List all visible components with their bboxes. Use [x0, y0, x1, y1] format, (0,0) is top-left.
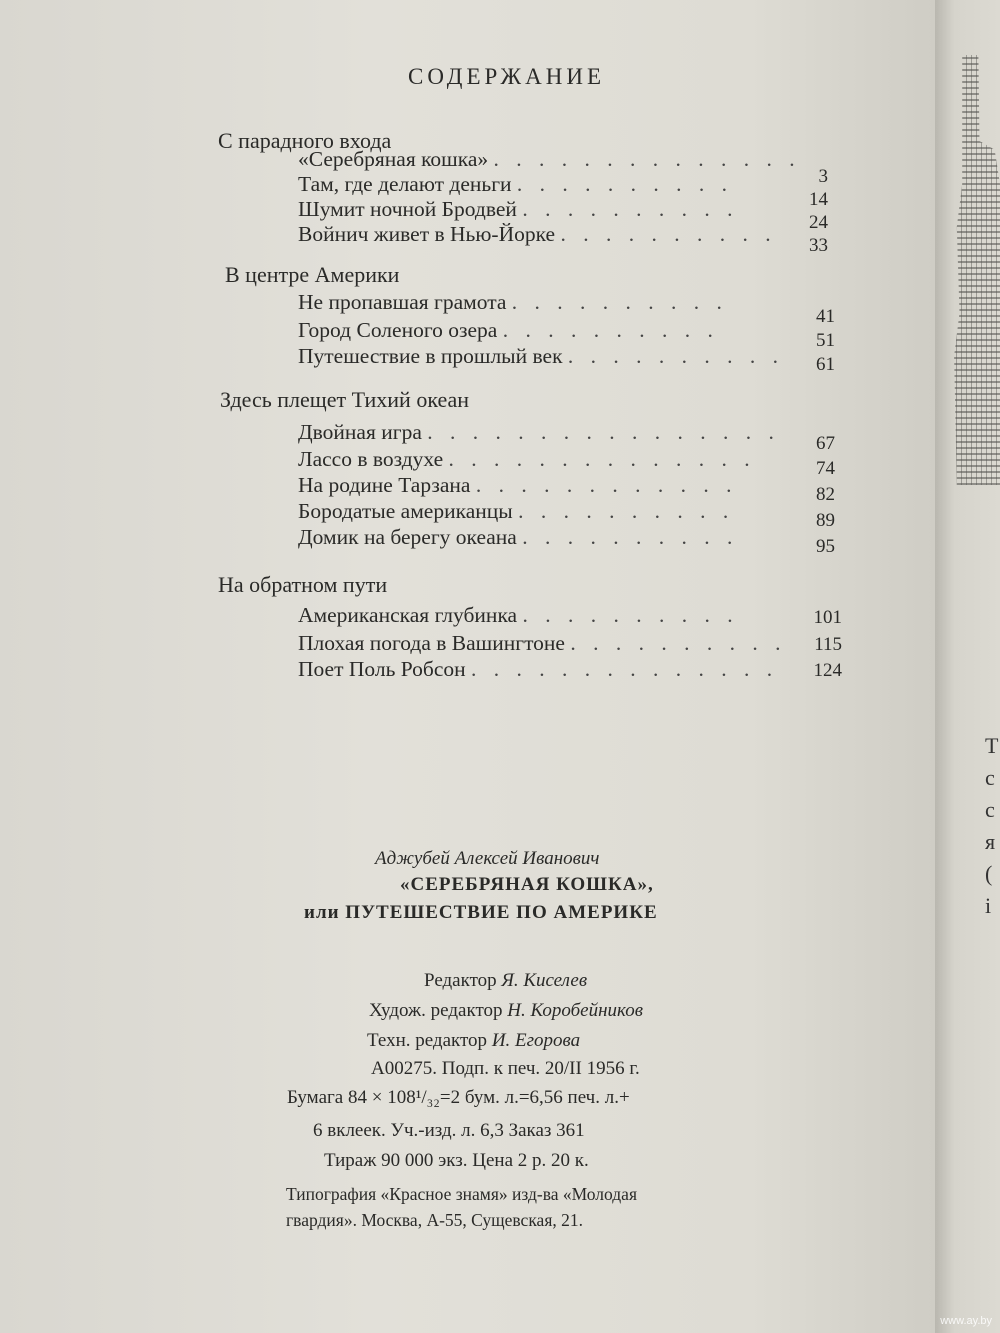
- toc-page-number: 74: [816, 458, 835, 479]
- adjacent-letter: с: [985, 797, 995, 822]
- toc-entry: Бородатые американцы . . . . . . . . . .: [298, 499, 735, 523]
- imprint-subtitle: или ПУТЕШЕСТВИЕ ПО АМЕРИКЕ: [304, 902, 658, 923]
- toc-page-number: 89: [816, 510, 835, 531]
- toc-page-number: 95: [816, 536, 835, 557]
- toc-entry-title: «Серебряная кошка»: [298, 147, 489, 171]
- toc-page-number: 51: [816, 330, 835, 351]
- toc-entry-title: Лассо в воздухе: [298, 447, 444, 471]
- adjacent-letter: Т: [985, 733, 999, 758]
- imprint-editor-label: Редактор: [424, 970, 497, 991]
- imprint-art-editor: [369, 1000, 643, 1022]
- toc-page-number: 101: [813, 607, 842, 628]
- toc-entry: На родине Тарзана . . . . . . . . . . . .: [298, 473, 738, 497]
- toc-page-number: 124: [813, 660, 842, 681]
- toc-entry: Лассо в воздухе . . . . . . . . . . . . . .: [298, 447, 756, 471]
- adjacent-letter: і: [985, 893, 992, 918]
- toc-entry-title: Войнич живет в Нью-Йорке: [298, 222, 556, 246]
- toc-entry: Не пропавшая грамота . . . . . . . . . .: [298, 290, 728, 314]
- imprint-book-title: «СЕРЕБРЯНАЯ КОШКА»,: [400, 874, 654, 895]
- toc-page-number: 115: [814, 634, 842, 655]
- adjacent-letter: я: [985, 829, 996, 854]
- imprint-printer-line-1: Типография «Красное знамя» изд-ва «Молодая: [286, 1184, 637, 1204]
- adjacent-letter: (: [985, 861, 993, 886]
- watermark: www.ay.by: [940, 1315, 992, 1327]
- imprint-tech-editor-name: И. Егорова: [491, 1030, 581, 1051]
- toc-entry: Поет Поль Робсон . . . . . . . . . . . . . .: [298, 657, 779, 681]
- toc-page-number: 14: [809, 189, 828, 210]
- imprint-tech-editor: [367, 1030, 580, 1052]
- toc-page-number: 24: [809, 212, 828, 233]
- toc-section-title: В центре Америки: [225, 262, 400, 287]
- toc-entry: Город Соленого озера . . . . . . . . . .: [298, 318, 719, 342]
- toc-entry: «Серебряная кошка» . . . . . . . . . . . . . .: [298, 147, 801, 171]
- toc-entry-title: Домик на берегу океана: [298, 525, 517, 549]
- toc-entry: Войнич живет в Нью-Йорке . . . . . . . . . .: [298, 222, 777, 246]
- toc-entry: Путешествие в прошлый век . . . . . . . . . .: [298, 344, 785, 368]
- toc-page-number: 33: [809, 235, 828, 256]
- toc-entry-title: Американская глубинка: [298, 603, 518, 627]
- toc-entry-title: Шумит ночной Бродвей: [298, 197, 517, 221]
- imprint-tech-editor-label: Техн. редактор: [367, 1030, 488, 1051]
- toc-entry: Американская глубинка . . . . . . . . . .: [298, 603, 739, 627]
- imprint-art-editor-name: Н. Коробейников: [507, 1000, 643, 1021]
- toc-section-title: На обратном пути: [218, 572, 388, 597]
- toc-page-number: 41: [816, 306, 835, 327]
- toc-entry-title: Бородатые американцы: [298, 499, 513, 523]
- imprint-author: Аджубей Алексей Иванович: [375, 848, 600, 869]
- toc-entry-title: Не пропавшая грамота: [298, 290, 507, 314]
- toc-entry-title: Двойная игра: [298, 420, 422, 444]
- toc-entry-title: На родине Тарзана: [298, 473, 471, 497]
- imprint-printer-line-2: гвардия». Москва, А-55, Сущевская, 21.: [286, 1210, 583, 1230]
- imprint-editor: [424, 970, 587, 992]
- toc-page-number: 61: [816, 354, 835, 375]
- toc-entry-title: Поет Поль Робсон: [298, 657, 466, 681]
- imprint-print-run-line: Тираж 90 000 экз. Цена 2 р. 20 к.: [324, 1150, 589, 1171]
- toc-entry: Двойная игра . . . . . . . . . . . . . . . .: [298, 420, 780, 444]
- imprint-art-editor-label: Худож. редактор: [369, 1000, 503, 1021]
- toc-section-title: С парадного входа: [218, 128, 392, 153]
- imprint-signed-line: А00275. Подп. к печ. 20/II 1956 г.: [371, 1058, 640, 1079]
- imprint-editor-name: Я. Киселев: [501, 970, 588, 991]
- toc-page-number: 82: [816, 484, 835, 505]
- toc-entry-title: Город Соленого озера: [298, 318, 498, 342]
- toc-page-number: 3: [818, 166, 828, 187]
- imprint-inserts-line: 6 вклеек. Уч.-изд. л. 6,3 Заказ 361: [313, 1120, 585, 1141]
- toc-entry: Шумит ночной Бродвей . . . . . . . . . .: [298, 197, 739, 221]
- toc-entry: Плохая погода в Вашингтоне . . . . . . . . . .: [298, 631, 787, 655]
- imprint-paper-line: Бумага 84 × 108¹/₃₂=2 бум. л.=6,56 печ. л.+: [287, 1087, 630, 1108]
- toc-page-number: 67: [816, 433, 835, 454]
- adjacent-letter: с: [985, 765, 995, 790]
- adjacent-page-text: [985, 730, 998, 922]
- toc-entry-title: Путешествие в прошлый век: [298, 344, 563, 368]
- toc-entry: Домик на берегу океана . . . . . . . . . .: [298, 525, 739, 549]
- toc-entry-title: Там, где делают деньги: [298, 172, 512, 196]
- toc-entry-title: Плохая погода в Вашингтоне: [298, 631, 565, 655]
- toc-section-title: Здесь плещет Тихий океан: [220, 387, 470, 412]
- toc-entry: Там, где делают деньги . . . . . . . . . .: [298, 172, 734, 196]
- toc-title: СОДЕРЖАНИЕ: [408, 64, 606, 89]
